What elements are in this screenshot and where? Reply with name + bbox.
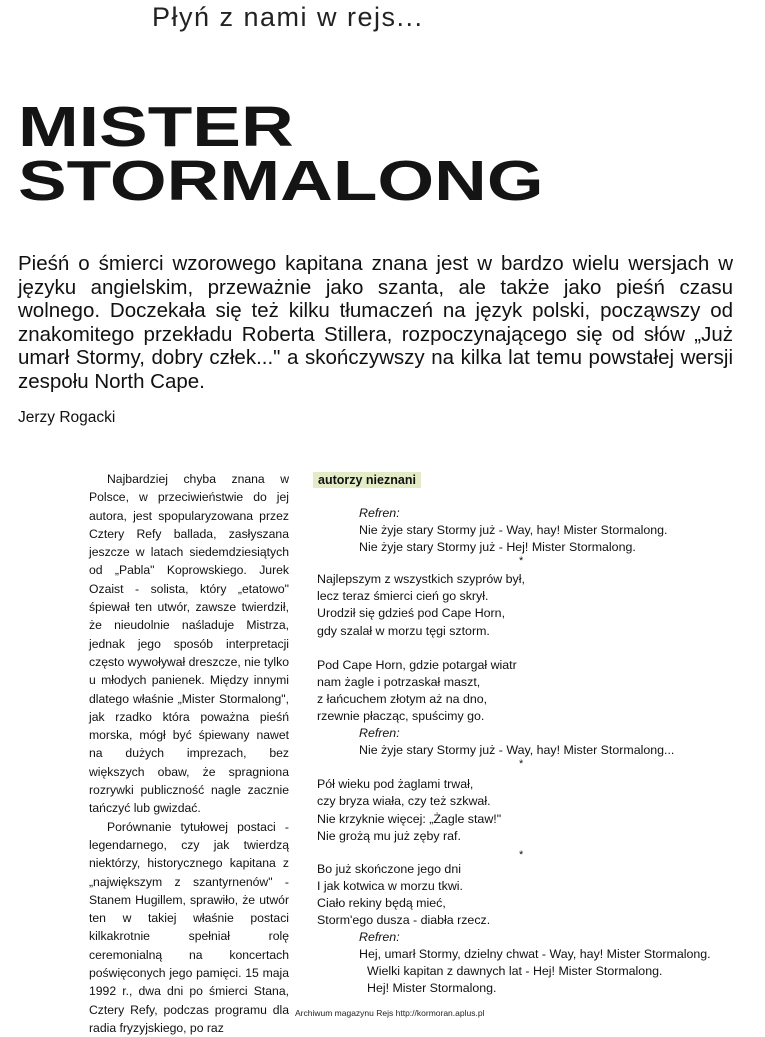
title-line-1: MISTER bbox=[18, 95, 294, 159]
verse-line: z łańcuchem złotym aż na dno, bbox=[317, 691, 488, 706]
verse-line: czy bryza wiała, czy też szkwał. bbox=[317, 794, 491, 809]
refrain-label: Refren: bbox=[359, 726, 400, 741]
article-lead: Pieśń o śmierci wzorowego kapitana znana jest w bardzo wielu wersjach w języku angielskim, przeważnie jako szanta, ale także jako pieśń czasu wolnego. Doczekała się też kilku tłumaczeń na język polski, począwszy od znakomitego przekładu Roberta Stillera, rozpoczynającego się od słów „Już umarł Stormy, dobry człek..." a skończywszy na kilka lat temu powstałej wersji zespołu North Cape. bbox=[18, 252, 733, 393]
body-paragraph: Najbardziej chyba znana w Polsce, w przeciwieństwie do jej autora, jest spopularyzowana przez Cztery Refy ballada, zasłyszana jeszcze w latach siedemdziesiątych od „Pabla" Koprowskiego. Jurek Ozaist - solista, który „etatowo" śpiewał ten utwór, zawsze twierdził, że nieudolnie naśladuje Mistrza, jednak jego sposób interpretacji często wywoływał dreszcze, nie tylko u młodych panienek. Między innymi dlatego właśnie „Mister Stormalong", jak rzadko która poważna pieśń morska, mógł być śpiewany nawet na dużych imprezach, bez większych obaw, że spragniona rozrywki publiczność nagle zacznie tańczyć lub gwizdać. bbox=[89, 472, 289, 816]
verse-line: lecz teraz śmierci cień go skrył. bbox=[317, 589, 489, 604]
verse-separator-star: * bbox=[519, 555, 524, 568]
verse-line: Urodził się gdzieś pod Cape Horn, bbox=[317, 606, 506, 621]
verse-line: Bo już skończone jego dni bbox=[317, 861, 461, 876]
verse-line: nam żagle i potrzaskał maszt, bbox=[317, 674, 481, 689]
verse-line: I jak kotwica w morzu tkwi. bbox=[317, 878, 463, 893]
refrain-line: Hej! Mister Stormalong. bbox=[367, 981, 497, 996]
verse-line: Pod Cape Horn, gdzie potargał wiatr bbox=[317, 657, 517, 672]
refrain-line: Wielki kapitan z dawnych lat - Hej! Mister Stormalong. bbox=[367, 964, 663, 979]
verse-line: Pół wieku pod żaglami trwał, bbox=[317, 777, 474, 792]
author-name: Jerzy Rogacki bbox=[18, 409, 116, 426]
refrain-line: Nie żyje stary Stormy już - Way, hay! Mister Stormalong. bbox=[359, 523, 668, 538]
section-kicker: Płyń z nami w rejs... bbox=[152, 2, 424, 32]
refrain-line: Nie żyje stary Stormy już - Hej! Mister Stormalong. bbox=[359, 540, 636, 555]
verse-line: gdy szalał w morzu tęgi sztorm. bbox=[317, 623, 490, 638]
refrain-label: Refren: bbox=[359, 506, 400, 520]
authors-tag: autorzy nieznani bbox=[313, 472, 421, 488]
verse-line: Najlepszym z wszystkich szyprów był, bbox=[317, 572, 525, 587]
verse-line: Storm'ego dusza - diabła rzecz. bbox=[317, 912, 491, 927]
title-line-2: STORMALONG bbox=[18, 149, 544, 213]
archive-footer: Archiwum magazynu Rejs http://kormoran.aplus.pl bbox=[295, 1008, 485, 1018]
verse-line: Ciało rekiny będą mieć, bbox=[317, 895, 446, 910]
verse-line: Nie krzyknie więcej: „Żagle staw!" bbox=[317, 811, 502, 826]
article-body bbox=[89, 470, 289, 1037]
body-paragraph: Porównanie tytułowej postaci - legendarnego, czy jak twierdzą niektórzy, historycznego kapitana z „największym z szantyrnenów" - Stanem Hugillem, sprawiło, że utwór ten w takiej właśnie postaci kilkakrotnie spełniał rolę ceremonialną na koncertach poświęconych jego pamięci. 15 maja 1992 r., dwa dni po śmierci Stana, Cztery Refy, podczas programu dla radia fryzyjskiego, po raz bbox=[89, 819, 289, 1035]
article-title bbox=[18, 95, 544, 213]
verse-line: rzewnie płacząc, spuścimy go. bbox=[317, 709, 485, 724]
song-lyrics bbox=[317, 505, 737, 997]
verse-separator-star: * bbox=[519, 758, 524, 771]
refrain-line: Hej, umarł Stormy, dzielny chwat - Way, hay! Mister Stormalong. bbox=[359, 947, 711, 962]
stanza-gap bbox=[317, 640, 737, 657]
refrain-line: Nie żyje stary Stormy już - Way, hay! Mister Stormalong... bbox=[359, 743, 675, 758]
spacer bbox=[317, 769, 737, 776]
verse-line: Nie grożą mu już zęby raf. bbox=[317, 828, 461, 843]
verse-separator-star: * bbox=[519, 848, 524, 861]
refrain-label: Refren: bbox=[359, 930, 400, 945]
